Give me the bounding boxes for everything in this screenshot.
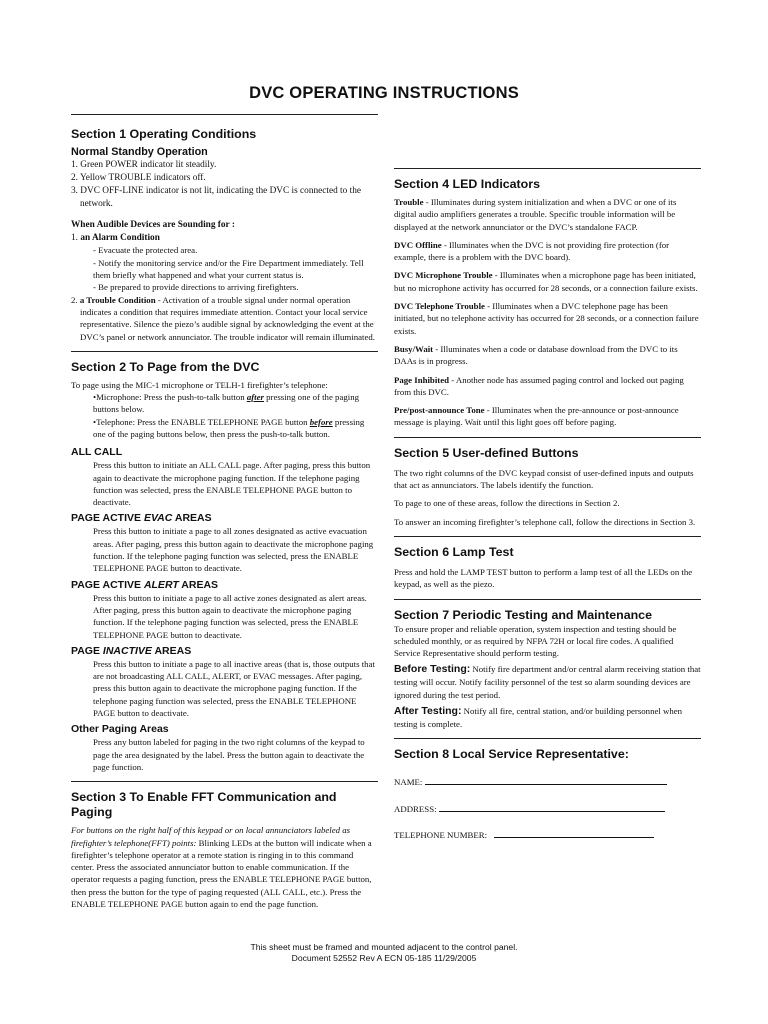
- all-call-heading: ALL CALL: [71, 446, 123, 459]
- address-field-row: [394, 803, 701, 815]
- trouble-condition-text: - Activation of a trouble signal under normal operation indicates a condition that requires immediate attention. Contact your local service representative. Silence the piezo’s audible signal by acknowledging the event at the DVC’s panel or network annunciator. The trouble indicator will remain illuminated.: [80, 294, 375, 342]
- section-2-intro: To page using the MIC-1 microphone or TELH-1 firefighter’s telephone:: [71, 379, 328, 390]
- led-item-busy-wait: [394, 343, 701, 368]
- led-term: Pre/post-announce Tone: [394, 405, 485, 416]
- alarm-item: - Evacuate the protected area.: [93, 245, 198, 256]
- section-7-intro: To ensure proper and reliable operation, system inspection and testing should be scheduled monthly, or as required by NFPA 72H or local fire codes. A qualified Service Representative should perform testing.: [394, 623, 677, 659]
- led-description: - Illuminates when a DVC telephone page has been initiated, but no telephone activity has occurred for 28 seconds, or a connection failure exists.: [394, 301, 699, 336]
- section-3-text: [71, 824, 378, 910]
- footer: [0, 942, 768, 963]
- before-testing-text: Notify fire department and/or central alarm receiving station that testing will occur. Notify facility personnel of the test so alarm sounding devices are ignored during the test period.: [394, 664, 701, 700]
- trouble-condition: [71, 294, 378, 343]
- before-testing-label: Before Testing:: [394, 663, 471, 676]
- after-testing-text: Notify all fire, central station, and/or building personnel when testing is complete.: [394, 706, 683, 730]
- led-term: Trouble: [394, 197, 424, 207]
- led-item-pre-post-announce: [394, 404, 701, 429]
- section-3-body: Blinking LEDs at the button will indicate when a firefighter’s telephone operator at a remote station is ringing in to this command center. Press the associated annunciator button to enable communication. If the operator requests a paging function, press the ENABLE TELEPHONE PAGE button, then press the button for the type of paging requested (ALL CALL, etc.). Press the ENABLE TELEPHONE PAGE button again to end the page function.: [71, 837, 372, 910]
- alarm-item: - Be prepared to provide directions to arriving firefighters.: [93, 282, 299, 293]
- section-6-text: Press and hold the LAMP TEST button to perform a lamp test of all the LEDs on the keypad, as well as the piezo.: [394, 566, 693, 590]
- heading-emphasis: INACTIVE: [102, 644, 152, 657]
- section-5-paragraph: To answer an incoming firefighter’s telephone call, follow the directions in Section 3.: [394, 516, 696, 527]
- audible-heading: When Audible Devices are Sounding for :: [71, 219, 235, 230]
- section-4-heading: Section 4 LED Indicators: [394, 177, 540, 191]
- standby-item: 2. Yellow TROUBLE indicators off.: [71, 172, 206, 183]
- standby-heading: Normal Standby Operation: [71, 146, 208, 158]
- after-testing-label: After Testing:: [394, 705, 462, 718]
- led-description: - Illuminates during system initialization and when a DVC or one of its digital audio amplifiers generates a trouble. Specific trouble information will be displayed at the network annunciator or the DVC’s standalone FACP.: [394, 197, 677, 232]
- footer-notice: This sheet must be framed and mounted adjacent to the control panel.: [250, 942, 518, 952]
- telephone-number-field[interactable]: [494, 829, 654, 838]
- telephone-field-row: [394, 829, 701, 841]
- page-inactive-text: Press this button to initiate a page to all inactive areas (that is, those outputs that are not broadcasting ALL CALL, ALERT, or EVAC messages. After paging, press this button again to deactivate the microphone paging function. If the telephone paging function was selected, press the ENABLE TELEPHONE PAGE button to deactivate.: [93, 658, 375, 719]
- led-description: - Illuminates when the DVC is not providing fire protection (for example, there is a problem with the DVC board).: [394, 239, 670, 263]
- heading-emphasis: ALERT: [143, 578, 179, 591]
- page-inactive-heading: [71, 645, 378, 658]
- section-4: [394, 177, 701, 429]
- led-description: - Illuminates when the pre-announce or post-announce message is playing. Wait until this light goes off before paging.: [394, 405, 679, 428]
- heading-text: AREAS: [178, 578, 219, 591]
- trouble-condition-label: a Trouble Condition: [79, 294, 156, 305]
- heading-emphasis: EVAC: [143, 512, 173, 525]
- section-3-heading: Section 3 To Enable FFT Communication and Paging: [71, 790, 337, 820]
- led-description: - Illuminates when a microphone page has been initiated, but no microphone activity has occurred for 28 seconds, or a connection failure exists.: [394, 270, 698, 293]
- section-1: [71, 127, 378, 343]
- microphone-text: •Microphone: Press the push-to-talk button: [93, 392, 247, 403]
- telephone-text: pressing one of the paging buttons below, then press the push-to-talk button.: [93, 416, 365, 439]
- led-term: Page Inhibited: [394, 374, 449, 385]
- section-5-paragraph: The two right columns of the DVC keypad consist of user-defined inputs and outputs that act as annunciators. The labels identify the function.: [394, 467, 694, 491]
- section-8: [394, 747, 701, 841]
- standby-item: 3. DVC OFF-LINE indicator is not lit, indicating the DVC is connected to the network.: [71, 185, 361, 209]
- led-term: DVC Telephone Trouble: [394, 301, 485, 312]
- list-number: 1.: [71, 232, 78, 243]
- emphasis-after: after: [246, 392, 264, 403]
- before-testing: [394, 663, 701, 701]
- alarm-condition-heading: [71, 232, 378, 245]
- page-active-evac-heading: [71, 512, 378, 525]
- other-paging-heading: Other Paging Areas: [71, 723, 169, 736]
- name-field-row: [394, 776, 701, 788]
- led-term: DVC Microphone Trouble: [394, 270, 493, 281]
- section-5-heading: Section 5 User-defined Buttons: [394, 445, 579, 460]
- led-item-dvc-offline: [394, 239, 701, 264]
- emphasis-before: before: [309, 416, 333, 427]
- after-testing: [394, 705, 701, 730]
- led-item-page-inhibited: [394, 374, 701, 399]
- standby-item: 1. Green POWER indicator lit steadily.: [71, 160, 217, 170]
- microphone-text: pressing one of the paging buttons below.: [93, 392, 359, 415]
- led-term: DVC Offline: [394, 239, 442, 250]
- heading-text: PAGE ACTIVE: [71, 512, 144, 525]
- heading-text: AREAS: [172, 512, 212, 525]
- section-7: [394, 608, 701, 731]
- address-field[interactable]: [439, 803, 665, 812]
- document-info: Document 52552 Rev A ECN 05-185 11/29/2005: [291, 952, 477, 963]
- led-item-trouble: [394, 196, 701, 233]
- name-field-label: NAME:: [394, 777, 423, 788]
- all-call-text: Press this button to initiate an ALL CALL page. After paging, press this button again to deactivate the microphone paging function. If the telephone paging function was selected, press the ENABLE TELEPHONE PAGE button to deactivate.: [93, 460, 371, 508]
- section-1-heading: Section 1 Operating Conditions: [71, 127, 257, 141]
- microphone-instruction: [71, 391, 378, 416]
- section-5-paragraph: To page to one of these areas, follow the directions in Section 2.: [394, 498, 620, 509]
- heading-text: PAGE: [71, 644, 103, 657]
- page-active-alert-text: Press this button to initiate a page to all active zones designated as alert areas. After paging, press this button again to deactivate the microphone paging function. If the telephone paging function was selected, press the ENABLE TELEPHONE PAGE button to deactivate.: [93, 592, 367, 640]
- other-paging-text: Press any button labeled for paging in the two right columns of the keypad to page the area designated by the label. Press the button again to deactivate the page function.: [93, 737, 365, 772]
- telephone-text: •Telephone: Press the ENABLE TELEPHONE PAGE button: [93, 416, 310, 427]
- section-6-heading: Section 6 Lamp Test: [394, 544, 514, 559]
- telephone-field-label: TELEPHONE NUMBER:: [394, 829, 488, 840]
- name-field[interactable]: [425, 776, 667, 785]
- led-item-microphone-trouble: [394, 269, 701, 294]
- list-number: 2.: [71, 294, 78, 305]
- led-item-telephone-trouble: [394, 300, 701, 337]
- section-2-heading: Section 2 To Page from the DVC: [71, 359, 260, 374]
- led-description: - Another node has assumed paging control and locked out paging from this DVC.: [394, 374, 684, 397]
- page-active-alert-heading: [71, 579, 378, 592]
- section-8-heading: Section 8 Local Service Representative:: [394, 747, 629, 762]
- right-column: [394, 116, 701, 841]
- led-description: - Illuminates when a code or database download from the DVC to its DAAs is in progress.: [394, 343, 678, 367]
- page-active-evac-text: Press this button to initiate a page to all zones designated as active evacuation areas. After paging, press this button again to deactivate the microphone paging function. If the telephone paging function was selected, press the ENABLE TELEPHONE PAGE button to deactivate.: [93, 526, 374, 574]
- section-3-italic: For buttons on the right half of this keypad or on local annunciators labeled as firefighter’s telephone(FFT) points:: [71, 825, 351, 848]
- section-6: [394, 545, 701, 591]
- heading-text: AREAS: [151, 644, 192, 657]
- section-3: [71, 790, 378, 910]
- alarm-item: - Notify the monitoring service and/or the Fire Department immediately. Tell them briefly what happened and what your current status is.: [93, 257, 364, 281]
- left-column: [71, 114, 378, 910]
- address-field-label: ADDRESS:: [394, 803, 437, 814]
- section-7-heading: Section 7 Periodic Testing and Maintenance: [394, 607, 652, 622]
- telephone-instruction: [71, 416, 378, 441]
- page-title: DVC OPERATING INSTRUCTIONS: [249, 84, 519, 102]
- section-5: [394, 446, 701, 528]
- section-2: [71, 360, 378, 773]
- heading-text: PAGE ACTIVE: [71, 578, 144, 591]
- alarm-condition-label: an Alarm Condition: [80, 232, 160, 243]
- led-term: Busy/Wait: [394, 343, 434, 354]
